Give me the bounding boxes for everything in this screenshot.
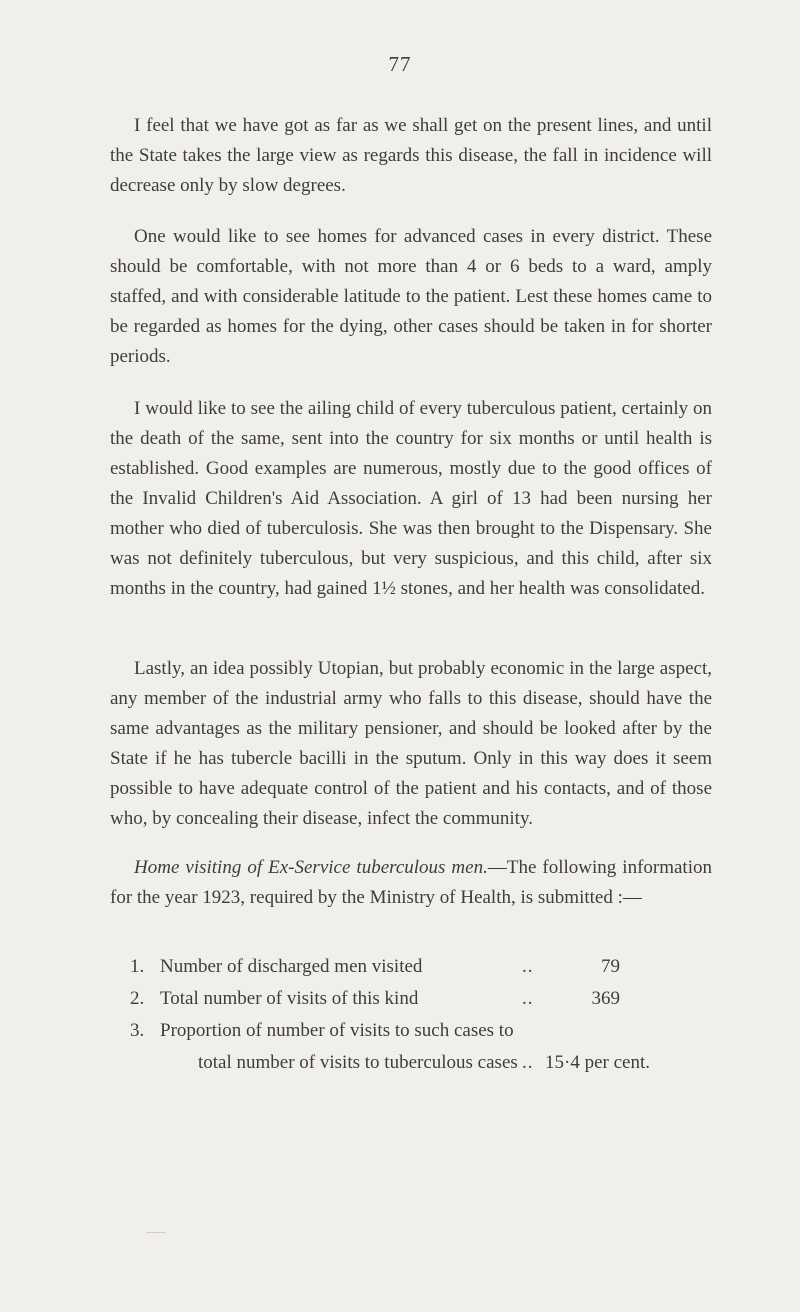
item-value: 15·4 per cent.: [545, 1052, 650, 1073]
paragraph-text: Lastly, an idea possibly Utopian, but probably economic in the large aspect, any member of the industrial army who falls to this disease, should have the same advantages as the military pensioner, and should be looked after by the State if he has tubercle bacilli in the sputum. Only in this way does it seem possible to have adequate control of the patient and his contacts, and of those who, by concealing their disease, infect the community.: [110, 658, 712, 829]
item-number: 3.: [130, 1020, 145, 1041]
leader-dots: ..: [522, 1052, 534, 1073]
paragraph-present-lines: [110, 111, 712, 201]
item-number: 1.: [130, 956, 145, 977]
paragraph-industrial-army: [110, 654, 712, 834]
paragraph-text: I feel that we have got as far as we shall get on the present lines, and until the State takes the large view as regards this disease, the fall in incidence will decrease only by slow degrees.: [110, 115, 712, 196]
page-number: 77: [388, 52, 412, 76]
item-label-continuation: total number of visits to tuberculous cases: [198, 1052, 518, 1073]
paper-mark: [146, 1232, 166, 1233]
item-value: 369: [591, 988, 620, 1009]
item-value: 79: [601, 956, 620, 977]
item-label: Total number of visits of this kind: [160, 988, 419, 1009]
list-item: [110, 1016, 750, 1046]
list-item: [110, 984, 750, 1014]
leader-dots: ..: [522, 988, 534, 1009]
paragraph-ailing-child: [110, 394, 712, 604]
paragraph-text: One would like to see homes for advanced cases in every district. These should be comfortable, with not more than 4 or 6 beds to a ward, amply staffed, and with considerable latitude to the patient. Lest these homes came to be regarded as homes for the dying, other cases should be taken in for shorter periods.: [110, 226, 712, 367]
section-heading-italic: Home visiting of Ex-Service tuberculous men.: [134, 857, 488, 878]
paragraph-text: I would like to see the ailing child of every tuberculous patient, certainly on the death of the same, sent into the country for six months or until health is established. Good examples are numerous, mostly due to the good offices of the Invalid Children's Aid Association. A girl of 13 had been nursing her mother who died of tuberculosis. She was then brought to the Dispensary. She was not definitely tuberculous, but very suspicious, and this child, after six months in the country, had gained 1½ stones, and her health was consolidated.: [110, 398, 712, 599]
paragraph-homes-advanced-cases: [110, 222, 712, 372]
item-label: Proportion of number of visits to such cases to: [160, 1020, 514, 1041]
leader-dots: ..: [522, 956, 534, 977]
paragraph-text: [110, 853, 712, 913]
list-item: [110, 952, 750, 982]
paragraph-home-visiting: [110, 853, 712, 913]
item-number: 2.: [130, 988, 145, 1009]
list-item-continuation: [110, 1048, 750, 1078]
item-label: Number of discharged men visited: [160, 956, 423, 977]
section-intro-text: —The following information for the year 1923, required by the Ministry of Health, is submitted :—: [110, 857, 712, 908]
